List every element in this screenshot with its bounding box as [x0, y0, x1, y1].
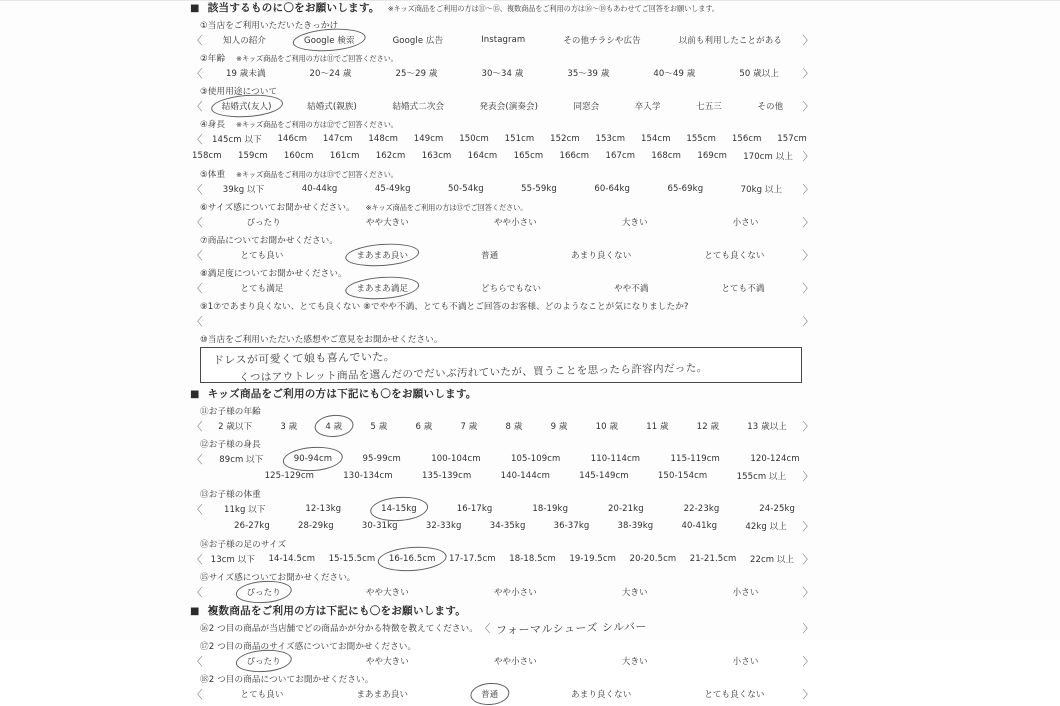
option-selected[interactable]: まあまあ満足	[354, 281, 410, 295]
option[interactable]: 115-119cm	[670, 454, 720, 464]
bracket-right: 〉	[802, 249, 814, 262]
option[interactable]: 100-104cm	[431, 454, 481, 464]
option-selected[interactable]: Google 検索	[302, 33, 357, 47]
question-12-options-line2	[190, 468, 815, 484]
bracket-right: 〉	[802, 282, 814, 295]
question-8-options	[190, 280, 815, 296]
option[interactable]: 165cm	[513, 151, 544, 161]
option[interactable]: 12 歳	[696, 422, 720, 432]
option[interactable]: ぴったり	[246, 218, 281, 228]
option[interactable]: 11kg 以下	[223, 505, 266, 515]
section-marker-icon: ■	[190, 606, 200, 617]
bracket-right: 〉	[802, 553, 814, 566]
option[interactable]: 結婚式二次会	[392, 102, 445, 112]
option-selected[interactable]: 16-16.5cm	[388, 554, 436, 564]
question-15-options	[190, 584, 815, 600]
option-list	[204, 33, 801, 47]
option[interactable]: 同窓会	[573, 102, 600, 112]
option-list	[204, 585, 801, 599]
question-12-options-line1	[190, 451, 815, 467]
question-11-label: ⑪お子様の年齢	[200, 407, 261, 417]
option[interactable]: 120-124cm	[750, 454, 800, 464]
option[interactable]: 155cm	[686, 134, 717, 144]
section-title: 該当するものに〇をお願いします。	[207, 2, 380, 14]
option[interactable]: 145-149cm	[579, 471, 629, 481]
option-selected[interactable]: 結婚式(友人)	[220, 99, 274, 113]
option[interactable]: 55-59kg	[521, 184, 557, 194]
question-1-options	[190, 32, 815, 48]
option-list	[204, 452, 815, 466]
option-selected[interactable]: 14-15kg	[381, 504, 417, 514]
option[interactable]: とても良くない	[704, 251, 765, 261]
option[interactable]: 22cm 以上	[749, 555, 795, 565]
bracket-right: 〉	[802, 688, 814, 701]
option[interactable]: 147cm	[322, 134, 353, 144]
question-14-label: ⑭お子様の足のサイズ	[200, 540, 287, 550]
bracket-right: 〉	[802, 622, 814, 635]
option[interactable]: 32-33kg	[425, 521, 462, 531]
option[interactable]: 七五三	[696, 102, 722, 112]
question-6-options	[190, 214, 815, 230]
option[interactable]: 18-19kg	[532, 504, 569, 514]
option[interactable]: 11 歳	[646, 422, 669, 432]
option[interactable]: 知人の紹介	[223, 36, 267, 46]
question-13-options-line1	[190, 501, 815, 517]
option[interactable]: 21-21.5cm	[689, 554, 737, 564]
option[interactable]: 110-114cm	[590, 454, 641, 464]
option[interactable]: 65-69kg	[667, 184, 704, 194]
section-note: ※キッズ商品をご利用の方は⑪〜⑮、複数商品をご利用の方は⑯〜⑱もあわせてご回答をお願いします。	[387, 4, 719, 13]
section-heading-multi	[190, 603, 815, 618]
question-5-note: ※キッズ商品をご利用の方は⑬でご回答ください。	[236, 170, 398, 179]
bracket-left: 〈	[191, 586, 203, 599]
question-9-answer-row	[190, 313, 815, 329]
option[interactable]: 13cm 以下	[210, 555, 255, 565]
bracket-left: 〈	[191, 249, 203, 262]
bracket-left: 〈	[191, 183, 203, 196]
option[interactable]: 28-29kg	[298, 521, 334, 531]
section-marker-icon: ■	[190, 3, 200, 14]
bracket-left: 〈	[191, 503, 203, 516]
option[interactable]: 16-17kg	[456, 504, 493, 514]
bracket-right: 〉	[802, 150, 814, 163]
option[interactable]: やや小さい	[493, 218, 537, 228]
question-9-label: ⑨1⑦であまり良くない、とても良くない ⑧でやや不満、とても不満とご回答のお客様、どのようなことが気になりましたか?	[200, 302, 689, 312]
option[interactable]: まあまあ良い	[356, 690, 409, 700]
option[interactable]: 146cm	[277, 134, 308, 144]
question-3-options	[190, 98, 815, 114]
question-7-options	[190, 247, 815, 263]
option[interactable]: 45-49kg	[374, 184, 411, 194]
question-7-label: ⑦商品についてお聞かせください。	[200, 236, 339, 246]
bracket-right: 〉	[802, 315, 814, 328]
option[interactable]: 24-25kg	[759, 504, 795, 514]
option[interactable]: 161cm	[329, 151, 360, 161]
bracket-left: 〈	[191, 420, 203, 433]
option[interactable]: とても良い	[240, 690, 284, 700]
option-list	[204, 182, 801, 196]
option[interactable]: あまり良くない	[571, 690, 632, 700]
option[interactable]: 135-139cm	[421, 471, 472, 481]
option[interactable]: 35〜39 歳	[567, 69, 610, 79]
question-13-options-line2	[190, 518, 815, 534]
option[interactable]: 14-14.5cm	[268, 554, 316, 564]
option[interactable]: 70kg 以上	[740, 185, 783, 195]
option[interactable]: 162cm	[375, 151, 406, 161]
bracket-left: 〈	[191, 655, 203, 668]
option-selected[interactable]: ぴったり	[244, 654, 282, 668]
question-17-options	[190, 653, 815, 669]
option[interactable]: 19-19.5cm	[569, 554, 617, 564]
option[interactable]: 22-23kg	[683, 504, 720, 514]
option[interactable]: 168cm	[651, 151, 682, 161]
question-4-note: ※キッズ商品をご利用の方は⑫でご回答ください。	[236, 120, 398, 129]
question-4-label	[200, 118, 815, 130]
option[interactable]: Google 広告	[392, 36, 444, 46]
option-list	[204, 248, 801, 262]
option[interactable]: 25〜29 歳	[395, 69, 438, 79]
bracket-right: 〉	[802, 420, 814, 433]
bracket-left: 〈	[191, 133, 203, 146]
section-heading-kids	[190, 386, 815, 401]
handwritten-product-description: フォーマルシューズ シルバー	[495, 620, 647, 637]
option[interactable]: 157cm	[777, 134, 807, 144]
option[interactable]: やや大きい	[365, 657, 409, 667]
question-6-note: ※キッズ商品をご利用の方は⑮でご回答ください。	[365, 203, 528, 212]
bracket-right: 〉	[802, 100, 814, 113]
option[interactable]: 卒入学	[634, 102, 661, 112]
bracket-left: 〈	[191, 100, 203, 113]
option-list	[204, 552, 801, 566]
option-list	[204, 132, 815, 146]
option-list	[204, 215, 801, 229]
option[interactable]: 151cm	[504, 134, 535, 144]
option[interactable]: 15-15.5cm	[328, 554, 376, 564]
option[interactable]: 167cm	[605, 151, 636, 161]
option[interactable]: 30〜34 歳	[481, 69, 524, 79]
option-list	[204, 502, 815, 516]
option[interactable]: 12-13kg	[305, 504, 342, 514]
option[interactable]: 39kg 以下	[222, 185, 265, 195]
option[interactable]: 60-64kg	[594, 184, 631, 194]
option[interactable]: その他チラシや広告	[563, 36, 641, 46]
option[interactable]: 155cm 以上	[736, 472, 787, 482]
bracket-left: 〈	[191, 282, 203, 295]
option[interactable]: 34-35kg	[489, 521, 526, 531]
option[interactable]: 163cm	[421, 151, 452, 161]
option[interactable]: 156cm	[731, 134, 762, 144]
question-6-text: ⑥サイズ感についてお聞かせください。	[200, 203, 355, 213]
option[interactable]: 50 歳以上	[739, 69, 779, 79]
option[interactable]: 19 歳未満	[225, 69, 266, 79]
option[interactable]: やや大きい	[365, 588, 409, 598]
option[interactable]: 164cm	[467, 151, 498, 161]
option-selected[interactable]: 普通	[479, 687, 500, 701]
section-title: キッズ商品をご利用の方は下記にも〇をお願いします。	[207, 388, 477, 400]
option[interactable]: 13 歳以上	[747, 422, 787, 432]
option[interactable]: とても良い	[240, 251, 284, 261]
option-list	[204, 281, 801, 295]
option[interactable]: 145cm 以下	[212, 135, 262, 145]
bracket-right: 〉	[802, 470, 814, 483]
question-5-text: ⑤体重	[200, 170, 226, 180]
section-title: 複数商品をご利用の方は下記にも〇をお願いします。	[207, 605, 467, 617]
option[interactable]: 160cm	[283, 151, 314, 161]
option[interactable]: 150cm	[459, 134, 489, 144]
option-list	[204, 419, 801, 433]
option-list	[190, 519, 801, 533]
option[interactable]: 3 歳	[280, 422, 298, 432]
option[interactable]: やや大きい	[365, 218, 409, 228]
option[interactable]: 125-129cm	[264, 471, 315, 481]
option[interactable]: 105-109cm	[511, 454, 561, 464]
option-selected[interactable]: 90-94cm	[293, 454, 333, 464]
option-selected[interactable]: ぴったり	[244, 585, 282, 599]
option[interactable]: 159cm	[237, 151, 268, 161]
option-list	[204, 66, 801, 80]
option[interactable]: 小さい	[732, 657, 759, 667]
question-2-note: ※キッズ商品をご利用の方は⑪でご回答ください。	[236, 54, 398, 63]
question-1-label: ①当店をご利用いただいたきっかけ	[200, 21, 339, 31]
question-5-label	[200, 168, 815, 180]
bracket-right: 〉	[802, 586, 814, 599]
option[interactable]: 95-99cm	[362, 454, 401, 464]
option-list	[204, 99, 801, 113]
option[interactable]: 40〜49 歳	[653, 69, 696, 79]
question-17-label: ⑰2 つ目の商品のサイズ感についてお聞かせください。	[200, 642, 417, 652]
option[interactable]: その他	[757, 102, 784, 112]
option[interactable]: 20〜24 歳	[309, 69, 352, 79]
option[interactable]: 158cm	[192, 151, 222, 161]
option[interactable]: 152cm	[550, 134, 580, 144]
option[interactable]: 140-144cm	[500, 471, 550, 481]
option[interactable]: 発表会(演奏会)	[479, 102, 538, 112]
option[interactable]: あまり良くない	[571, 251, 632, 261]
option[interactable]: 結婚式(親族)	[307, 102, 357, 112]
option[interactable]: 小さい	[732, 218, 759, 228]
question-2-label	[200, 52, 815, 64]
option[interactable]: 148cm	[368, 134, 398, 144]
option[interactable]: 30-31kg	[361, 521, 398, 531]
bracket-left: 〈	[191, 453, 203, 466]
option[interactable]: 40-44kg	[301, 184, 338, 194]
option[interactable]: 10 歳	[595, 422, 619, 432]
option[interactable]: 130-134cm	[343, 471, 393, 481]
option[interactable]: 89cm 以下	[219, 455, 264, 465]
option[interactable]: 50-54kg	[448, 184, 484, 194]
option-selected[interactable]: まあまあ良い	[354, 248, 410, 262]
section-heading-general	[190, 0, 815, 15]
bracket-right: 〉	[802, 183, 814, 196]
option[interactable]: 170cm 以上	[743, 152, 793, 162]
question-2-options	[190, 65, 815, 81]
option[interactable]: 40-41kg	[681, 521, 718, 531]
option[interactable]: 8 歳	[505, 422, 523, 432]
option[interactable]: 17-17.5cm	[449, 554, 496, 564]
bracket-right: 〉	[802, 67, 814, 80]
option[interactable]: 9 歳	[550, 422, 568, 432]
option[interactable]: とても満足	[240, 284, 284, 294]
option[interactable]: 18-18.5cm	[509, 554, 556, 564]
option[interactable]: 38-39kg	[617, 521, 654, 531]
option[interactable]: やや小さい	[493, 657, 537, 667]
option[interactable]: とても良くない	[704, 690, 765, 700]
option-selected[interactable]: 4 歳	[323, 419, 344, 433]
question-4-options-line2	[190, 148, 815, 164]
option[interactable]: やや小さい	[493, 588, 537, 598]
option-list	[190, 149, 801, 163]
option[interactable]: 166cm	[559, 151, 590, 161]
bracket-right: 〉	[802, 216, 814, 229]
question-10-comment-box[interactable]	[200, 347, 802, 383]
bracket-right: 〉	[802, 520, 814, 533]
question-5-options	[190, 181, 815, 197]
option-list	[190, 469, 801, 483]
option[interactable]: 36-37kg	[553, 521, 590, 531]
survey-sheet	[190, 0, 815, 703]
bracket-left: 〈	[191, 688, 203, 701]
question-4-text: ④身長	[200, 120, 226, 130]
bracket-left: 〈	[191, 216, 203, 229]
option[interactable]: 20-20.5cm	[629, 554, 677, 564]
question-3-label: ③使用用途について	[200, 87, 278, 97]
option[interactable]: 大きい	[621, 657, 648, 667]
option[interactable]: 2 歳以下	[218, 422, 253, 432]
option-list	[204, 687, 801, 701]
option[interactable]: 26-27kg	[234, 521, 270, 531]
option[interactable]: 小さい	[732, 588, 759, 598]
option[interactable]: 普通	[481, 251, 499, 261]
option[interactable]: とても不満	[721, 284, 765, 294]
bracket-right: 〉	[802, 34, 814, 47]
question-18-options	[190, 686, 815, 702]
question-16-label: ⑯2 つ目の商品が当店舗でどの商品かが分かる特徴を教えてください。	[200, 624, 478, 634]
question-8-label: ⑧満足度についてお聞かせください。	[200, 269, 347, 279]
question-2-text: ②年齢	[200, 54, 226, 64]
question-13-label: ⑬お子様の体重	[200, 490, 261, 500]
question-15-label: ⑮サイズ感についてお聞かせください。	[200, 573, 356, 583]
handwritten-comment-line1: ドレスが可愛くて娘も喜んでいた。	[212, 350, 396, 367]
option[interactable]: 20-21kg	[607, 504, 644, 514]
bracket-left: 〈	[191, 34, 203, 47]
option[interactable]: 149cm	[413, 134, 444, 144]
option[interactable]: 以前も利用したことがある	[678, 36, 782, 46]
bracket-right: 〉	[802, 655, 814, 668]
option[interactable]: 5 歳	[370, 422, 388, 432]
question-16-row	[190, 620, 815, 636]
option[interactable]: 154cm	[640, 134, 671, 144]
option[interactable]: やや不満	[614, 284, 649, 294]
bracket-left: 〈	[191, 67, 203, 80]
option[interactable]: 大きい	[621, 588, 648, 598]
option[interactable]: Instagram	[481, 35, 526, 45]
option[interactable]: 153cm	[595, 134, 626, 144]
question-18-label: ⑱2 つ目の商品についてお聞かせください。	[200, 675, 374, 685]
bracket-left: 〈	[479, 622, 491, 635]
question-12-label: ⑫お子様の身長	[200, 440, 261, 450]
option[interactable]: どちらでもない	[481, 284, 542, 294]
option-list	[204, 654, 801, 668]
option[interactable]: 6 歳	[415, 422, 433, 432]
bracket-left: 〈	[191, 315, 203, 328]
question-10-label: ⑩当店をご利用いただいた感想やご意見をお聞かせください。	[200, 335, 443, 345]
option[interactable]: 150-154cm	[657, 471, 708, 481]
option[interactable]: 169cm	[697, 151, 727, 161]
section-marker-icon: ■	[190, 389, 200, 400]
question-6-label	[200, 201, 815, 213]
option[interactable]: 大きい	[621, 218, 648, 228]
question-11-options	[190, 418, 815, 434]
question-14-options	[190, 551, 815, 567]
bracket-left: 〈	[191, 553, 203, 566]
handwritten-comment-line2: くつはアウトレット商品を選んだのでだいぶ汚れていたが、買うことを思ったら許容内だった。	[238, 362, 708, 384]
option[interactable]: 42kg 以上	[745, 522, 787, 532]
option[interactable]: 7 歳	[460, 422, 478, 432]
question-4-options-line1	[190, 131, 815, 147]
